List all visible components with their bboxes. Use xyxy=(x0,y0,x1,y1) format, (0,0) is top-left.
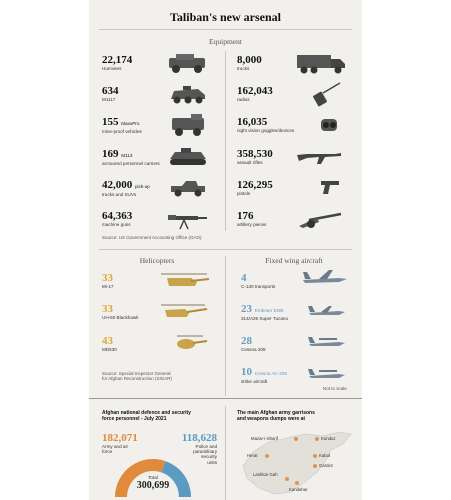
police-label-line3: security xyxy=(201,454,217,460)
heli-item-blackhawk xyxy=(102,304,139,320)
m1117-label: M1117 xyxy=(102,97,116,102)
herat-dot xyxy=(265,454,269,458)
pickups-count: 42,000 xyxy=(102,179,133,191)
pickup-icon xyxy=(169,178,207,198)
apc-icon xyxy=(167,147,209,167)
equipment-item-rifles xyxy=(237,149,273,165)
garrisons-title-line1: The main Afghan army garrisons xyxy=(237,410,315,416)
equipment-heading: Equipment xyxy=(209,37,242,46)
not-to-scale-note: Not to scale xyxy=(323,386,347,391)
rifles-count: 358,530 xyxy=(237,148,273,160)
tucano-count: 23 xyxy=(241,303,252,315)
helicopters-source-line2: for Afghan Reconstruction (SIGAR) xyxy=(102,376,173,382)
total-stat xyxy=(113,475,193,491)
machine-gun-icon xyxy=(166,208,208,230)
cessna-count: 28 xyxy=(241,335,252,347)
infographic xyxy=(89,0,362,500)
kabul-dot xyxy=(313,454,317,458)
equipment-item-pickups xyxy=(102,180,150,197)
equipment-item-machine-guns xyxy=(102,211,132,227)
equipment-item-pistols xyxy=(237,180,273,196)
army-stat xyxy=(102,433,138,454)
equipment-item-radios xyxy=(237,86,273,102)
equipment-item-trucks xyxy=(237,55,262,71)
maxxpro-label: mine-proof vehicles xyxy=(102,129,142,134)
pistols-count: 126,295 xyxy=(237,179,273,191)
cessna-label: Cessna 208 xyxy=(241,347,266,352)
city-gardez: Gardez xyxy=(319,463,334,468)
tucano-label: 314/A29 Super Tucano xyxy=(241,316,288,321)
ac208-count: 10 xyxy=(241,366,252,378)
equipment-item-artillery xyxy=(237,211,266,227)
maxxpro-name: MaxxPro xyxy=(121,121,140,126)
humvees-label: Humvees xyxy=(102,66,122,71)
total-count: 300,699 xyxy=(136,480,170,492)
md530-helicopter-icon xyxy=(173,333,209,353)
artillery-label: artillery pieces xyxy=(237,222,267,227)
ac208-name: Cessna AC-208 xyxy=(254,371,287,376)
plane-item-tucano xyxy=(241,304,288,321)
artillery-icon xyxy=(295,208,343,230)
army-label-line1: Army and air xyxy=(102,444,129,449)
cessna-plane-icon xyxy=(305,333,349,353)
mi17-count: 33 xyxy=(102,272,113,284)
ac208-label: strike aircraft xyxy=(241,379,268,384)
maxxpro-count: 155 xyxy=(102,116,119,128)
city-lashkar-gah: Lashkar Gah xyxy=(253,472,278,477)
ac208-plane-icon xyxy=(305,365,349,385)
truck-icon xyxy=(295,52,347,74)
equipment-item-humvees xyxy=(102,55,132,71)
garrisons-title-line2: and weapons dumps were at xyxy=(237,416,306,422)
aircraft-divider xyxy=(225,256,226,396)
m113-name: M113 xyxy=(121,153,133,158)
police-label-line2: paramilitary xyxy=(193,449,217,455)
plane-item-cessna xyxy=(241,336,266,352)
city-kabul: Kabul xyxy=(319,453,330,458)
humvees-count: 22,174 xyxy=(102,54,133,66)
c130-label: C-130 transports xyxy=(241,284,276,289)
city-mazar-i-sharif: Mazar-i-Sharif xyxy=(251,436,278,441)
army-count: 182,071 xyxy=(102,432,138,444)
plane-item-ac208 xyxy=(241,367,287,384)
c130-plane-icon xyxy=(299,268,351,290)
fixed-wing-heading: Fixed wing aircraft xyxy=(265,256,323,265)
mi17-helicopter-icon xyxy=(155,270,211,292)
helicopters-heading: Helicopters xyxy=(139,256,175,265)
personnel-title-line1: Afghan national defence and security xyxy=(102,410,191,416)
tucano-name: Embraer EMB xyxy=(254,308,284,313)
equipment-divider xyxy=(225,51,226,231)
rifles-label: assault rifles xyxy=(237,160,263,165)
city-herat: Herat xyxy=(247,453,258,458)
total-label: Total xyxy=(148,475,158,480)
radios-count: 162,043 xyxy=(237,85,273,97)
equipment-item-m1117 xyxy=(102,86,119,102)
city-kunduz: Kunduz xyxy=(321,436,336,441)
rifle-icon xyxy=(295,149,343,167)
blackhawk-label: UH-60 Blackhawk xyxy=(102,315,139,320)
mi17-label: Mi-17 xyxy=(102,284,114,289)
mazar-i-sharif-dot xyxy=(294,437,298,441)
lashkar-gah-dot xyxy=(285,477,289,481)
heli-item-md530 xyxy=(102,336,117,352)
police-count: 118,628 xyxy=(181,432,217,444)
gardez-dot xyxy=(313,464,317,468)
equipment-bottom-divider xyxy=(99,249,352,250)
personnel-title-line2: force personnel - July 2021 xyxy=(102,416,167,422)
md530-count: 43 xyxy=(102,335,113,347)
humvee-icon xyxy=(166,52,208,74)
m113-count: 169 xyxy=(102,148,119,160)
m113-label: armoured personnel carriers xyxy=(102,161,160,166)
helicopters-source-line1: Source: Special Inspector General xyxy=(102,371,171,376)
m1117-count: 634 xyxy=(102,85,119,97)
blackhawk-helicopter-icon xyxy=(157,302,209,322)
artillery-count: 176 xyxy=(237,210,254,222)
pistol-icon xyxy=(319,178,341,196)
night-vision-label: night vision goggles/devices xyxy=(237,128,295,133)
md530-label: MD530 xyxy=(102,347,117,352)
city-kandahar: Kandahar xyxy=(289,487,308,492)
pickups-label: trucks and SUVs xyxy=(102,192,137,197)
bottom-divider xyxy=(89,398,362,399)
equipment-item-night-vision xyxy=(237,117,294,133)
machine-guns-label: machine guns xyxy=(102,222,131,227)
mrap-icon xyxy=(169,113,207,137)
title-divider xyxy=(99,29,352,30)
kandahar-dot xyxy=(295,481,299,485)
helicopters-source xyxy=(102,371,172,382)
personnel-title xyxy=(102,410,191,422)
radio-icon xyxy=(313,81,343,107)
tucano-plane-icon xyxy=(305,302,349,322)
pistols-label: pistols xyxy=(237,191,251,196)
equipment-item-m113 xyxy=(102,149,160,166)
night-vision-count: 16,035 xyxy=(237,116,268,128)
equipment-source: Source: US Government Accounting Office (GAO) xyxy=(102,235,202,240)
police-label-line4: units xyxy=(207,459,217,465)
kunduz-dot xyxy=(315,437,319,441)
trucks-label: trucks xyxy=(237,66,250,71)
trucks-count: 8,000 xyxy=(237,54,262,66)
page-title: Taliban's new arsenal xyxy=(170,10,281,24)
armored-car-icon xyxy=(168,84,208,106)
machine-guns-count: 64,363 xyxy=(102,210,133,222)
army-label-line2: force xyxy=(102,449,113,455)
radios-label: radios xyxy=(237,97,250,102)
plane-item-c130 xyxy=(241,273,275,289)
blackhawk-count: 33 xyxy=(102,303,113,315)
heli-item-mi17 xyxy=(102,273,114,289)
bottom-panel-divider xyxy=(225,406,226,500)
night-vision-icon xyxy=(317,113,343,137)
c130-count: 4 xyxy=(241,272,247,284)
garrisons-title xyxy=(237,410,315,422)
pickups-name: pick-up xyxy=(135,184,150,189)
equipment-item-maxxpro xyxy=(102,117,142,134)
police-label-line1: Police and xyxy=(195,444,217,449)
